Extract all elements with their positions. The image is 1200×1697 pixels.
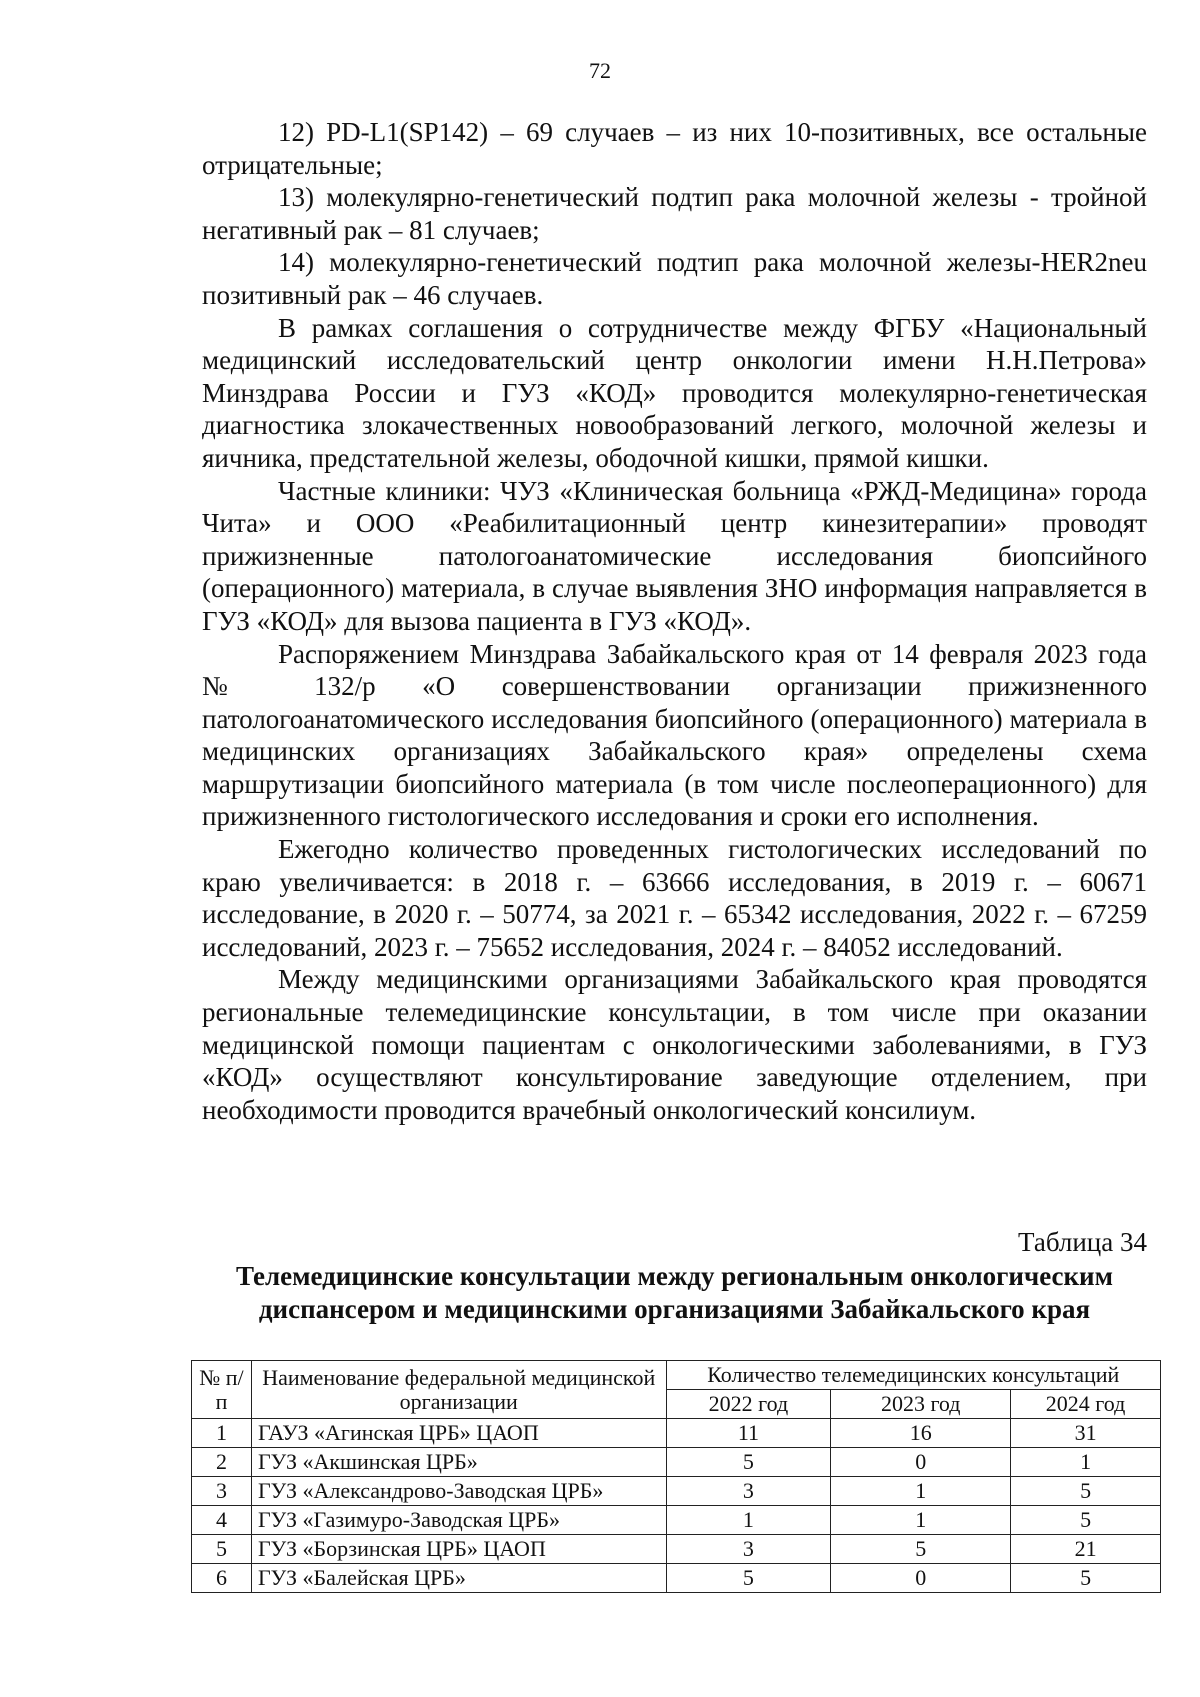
row-value-2024: 21 [1011, 1535, 1161, 1564]
row-value-2022: 1 [666, 1506, 831, 1535]
table-title: Телемедицинские консультации между региональным онкологическим диспансером и медицинскими организациями Забайкальского края [235, 1261, 1114, 1324]
row-value-2023: 1 [831, 1506, 1011, 1535]
paragraph-order: Распоряжением Минздрава Забайкальского края от 14 февраля 2023 года № 132/р «О совершенствовании организации прижизненного патологоанатомического исследования биопсийного (операционного) материала в медицинских организациях Забайкальского края» определены схема маршрутизации биопсийного материала (в том числе послеоперационного) для прижизненного гистологического исследования и сроки его исполнения. [202, 638, 1147, 832]
row-value-2024: 31 [1011, 1419, 1161, 1448]
header-group: Количество телемедицинских консультаций [666, 1361, 1160, 1390]
row-value-2022: 3 [666, 1477, 831, 1506]
telemedicine-table [191, 1360, 1161, 1593]
row-org: ГУЗ «Борзинская ЦРБ» ЦАОП [251, 1535, 666, 1564]
paragraph-telemedicine: Между медицинскими организациями Забайкальского края проводятся региональные телемедицинские консультации, в том числе при оказании медицинской помощи пациентам с онкологическими заболеваниями, в ГУЗ «КОД» осуществляют консультирование заведующие отделением, при необходимости проводится врачебный онкологический консилиум. [202, 964, 1147, 1125]
row-org: ГУЗ «Балейская ЦРБ» [251, 1564, 666, 1593]
page-number: 72 [589, 58, 611, 83]
table-row [192, 1506, 1161, 1535]
row-org: ГУЗ «Газимуро-Заводская ЦРБ» [251, 1506, 666, 1535]
row-value-2024: 5 [1011, 1477, 1161, 1506]
header-org: Наименование федеральной медицинской организации [251, 1361, 666, 1419]
row-value-2024: 5 [1011, 1564, 1161, 1593]
row-value-2022: 11 [666, 1419, 831, 1448]
row-value-2024: 5 [1011, 1506, 1161, 1535]
body-text [202, 116, 1147, 1126]
table-row [192, 1419, 1161, 1448]
row-value-2023: 1 [831, 1477, 1011, 1506]
paragraph-private-clinics: Частные клиники: ЧУЗ «Клиническая больница «РЖД-Медицина» города Чита» и ООО «Реабилитационный центр кинезитерапии» проводят прижизненные патологоанатомические исследования биопсийного (операционного) материала, в случае выявления ЗНО информация направляется в ГУЗ «КОД» для вызова пациента в ГУЗ «КОД». [202, 475, 1147, 636]
header-year-2022: 2022 год [666, 1390, 831, 1419]
row-num: 4 [192, 1506, 252, 1535]
row-num: 1 [192, 1419, 252, 1448]
table-caption: Таблица 34 [1018, 1227, 1147, 1257]
row-num: 6 [192, 1564, 252, 1593]
paragraph-item-12: 12) PD-L1(SP142) – 69 случаев – из них 10-позитивных, все остальные отрицательные; [202, 117, 1147, 180]
table-row [192, 1564, 1161, 1593]
paragraph-annual-stats: Ежегодно количество проведенных гистологических исследований по краю увеличивается: в 2018 г. – 63666 исследования, в 2019 г. – 60671 исследование, в 2020 г. – 50774, за 2021 г. – 65342 исследования, 2022 г. – 67259 исследований, 2023 г. – 75652 исследования, 2024 г. – 84052 исследований. [202, 834, 1147, 962]
row-value-2023: 0 [831, 1564, 1011, 1593]
row-value-2023: 16 [831, 1419, 1011, 1448]
row-org: ГУЗ «Александрово-Заводская ЦРБ» [251, 1477, 666, 1506]
row-value-2023: 5 [831, 1535, 1011, 1564]
row-value-2024: 1 [1011, 1448, 1161, 1477]
table-header-row [192, 1361, 1161, 1390]
paragraph-cooperation: В рамках соглашения о сотрудничестве между ФГБУ «Национальный медицинский исследовательский центр онкологии имени Н.Н.Петрова» Минздрава России и ГУЗ «КОД» проводится молекулярно-генетическая диагностика злокачественных новообразований легкого, молочной железы и яичника, предстательной железы, ободочной кишки, прямой кишки. [202, 312, 1147, 473]
table-row [192, 1448, 1161, 1477]
paragraph-item-14: 14) молекулярно-генетический подтип рака молочной железы-HER2neu позитивный рак – 46 случаев. [202, 247, 1147, 310]
row-value-2023: 0 [831, 1448, 1011, 1477]
paragraph-item-13: 13) молекулярно-генетический подтип рака молочной железы - тройной негативный рак – 81 случаев; [202, 182, 1147, 245]
row-org: ГАУЗ «Агинская ЦРБ» ЦАОП [251, 1419, 666, 1448]
header-year-2024: 2024 год [1011, 1390, 1161, 1419]
row-org: ГУЗ «Акшинская ЦРБ» [251, 1448, 666, 1477]
row-value-2022: 5 [666, 1448, 831, 1477]
row-value-2022: 3 [666, 1535, 831, 1564]
header-num: № п/п [192, 1361, 252, 1419]
header-year-2023: 2023 год [831, 1390, 1011, 1419]
row-value-2022: 5 [666, 1564, 831, 1593]
table-row [192, 1535, 1161, 1564]
row-num: 2 [192, 1448, 252, 1477]
row-num: 5 [192, 1535, 252, 1564]
row-num: 3 [192, 1477, 252, 1506]
table-row [192, 1477, 1161, 1506]
